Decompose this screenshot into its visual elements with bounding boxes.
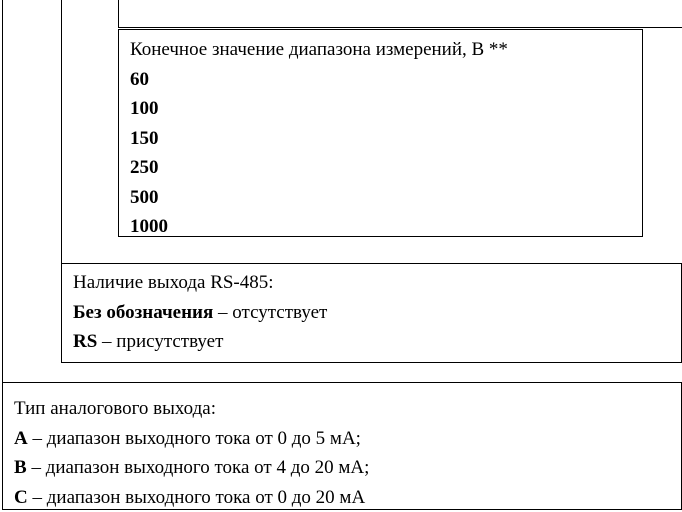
rs485-block — [61, 263, 682, 363]
option-code: Без обозначения — [73, 302, 213, 323]
connector-line-top — [118, 27, 682, 28]
option-description: – диапазон выходного тока от 0 до 5 мА; — [28, 428, 361, 449]
analog-output-block — [2, 382, 682, 510]
option-code: С — [14, 487, 28, 508]
analog-option — [14, 453, 681, 483]
analog-option — [14, 483, 681, 512]
option-description: – диапазон выходного тока от 4 до 20 мА; — [27, 457, 370, 478]
option-description: – присутствует — [97, 331, 223, 352]
option-code: В — [14, 457, 27, 478]
analog-heading: Тип аналогового выхода: — [14, 394, 681, 424]
rs485-heading: Наличие выхода RS-485: — [73, 268, 681, 298]
connector-line-middle — [61, 0, 62, 263]
range-value: 1000 — [130, 212, 642, 242]
connector-line-inner — [118, 0, 119, 28]
connector-line-left — [2, 0, 3, 382]
option-code: А — [14, 428, 28, 449]
rs485-option — [73, 298, 681, 328]
analog-option — [14, 424, 681, 454]
option-code: RS — [73, 331, 97, 352]
range-value: 250 — [130, 153, 642, 183]
range-value: 100 — [130, 94, 642, 124]
range-value: 60 — [130, 65, 642, 95]
rs485-option — [73, 327, 681, 357]
option-description: – отсутствует — [213, 302, 327, 323]
range-block — [118, 29, 643, 237]
range-value: 150 — [130, 124, 642, 154]
range-heading: Конечное значение диапазона измерений, В ** — [130, 35, 642, 65]
option-description: – диапазон выходного тока от 0 до 20 мА — [28, 487, 365, 508]
range-value: 500 — [130, 183, 642, 213]
